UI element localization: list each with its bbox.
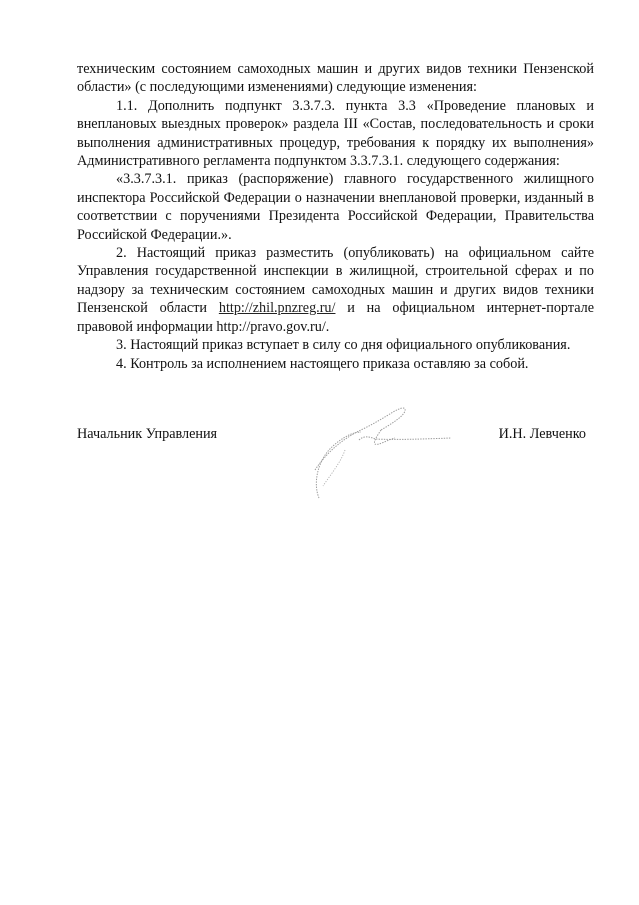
- paragraph-publish: [77, 244, 594, 336]
- publish-text-after-link: и на официальном интернет-портале правовой информации http://pravo.gov.ru/.: [77, 300, 594, 335]
- paragraph-intro-continuation: техническим состоянием самоходных машин и других видов техники Пензенской области» (с последующими изменениями) следующие изменения:: [77, 61, 594, 96]
- paragraph-amendment-1-1: 1.1. Дополнить подпункт 3.3.7.3. пункта 3.3 «Проведение плановых и внеплановых выездных проверок» раздела III «Состав, последовательность и сроки выполнения административных процедур, требования к порядку их выполнения» Административного регламента подпунктом 3.3.7.3.1. следующего содержания:: [77, 97, 594, 170]
- handwritten-signature: [305, 402, 455, 502]
- signatory-position: Начальник Управления: [77, 426, 218, 442]
- paragraph-control: 4. Контроль за исполнением настоящего приказа оставляю за собой.: [116, 355, 529, 372]
- paragraph-effective-date: 3. Настоящий приказ вступает в силу со дня официального опубликования.: [116, 337, 571, 354]
- zhil-website-link[interactable]: http://zhil.pnzreg.ru/: [218, 300, 336, 317]
- document-body: [77, 60, 594, 373]
- signatory-name: И.Н. Левченко: [498, 426, 586, 442]
- paragraph-new-subitem: «3.3.7.3.1. приказ (распоряжение) главного государственного жилищного инспектора Российской Федерации о назначении внеплановой проверки, изданный в соответствии с поручениями Президента Российской Федерации, Правительства Российской Федерации.».: [77, 171, 594, 243]
- publish-text-before-link: 2. Настоящий приказ разместить (опубликовать) на официальном сайте Управления государственной инспекции в жилищной, строительной сферах и по надзору за техническим состоянием самоходных машин и других видов техники Пензенской области: [77, 245, 594, 317]
